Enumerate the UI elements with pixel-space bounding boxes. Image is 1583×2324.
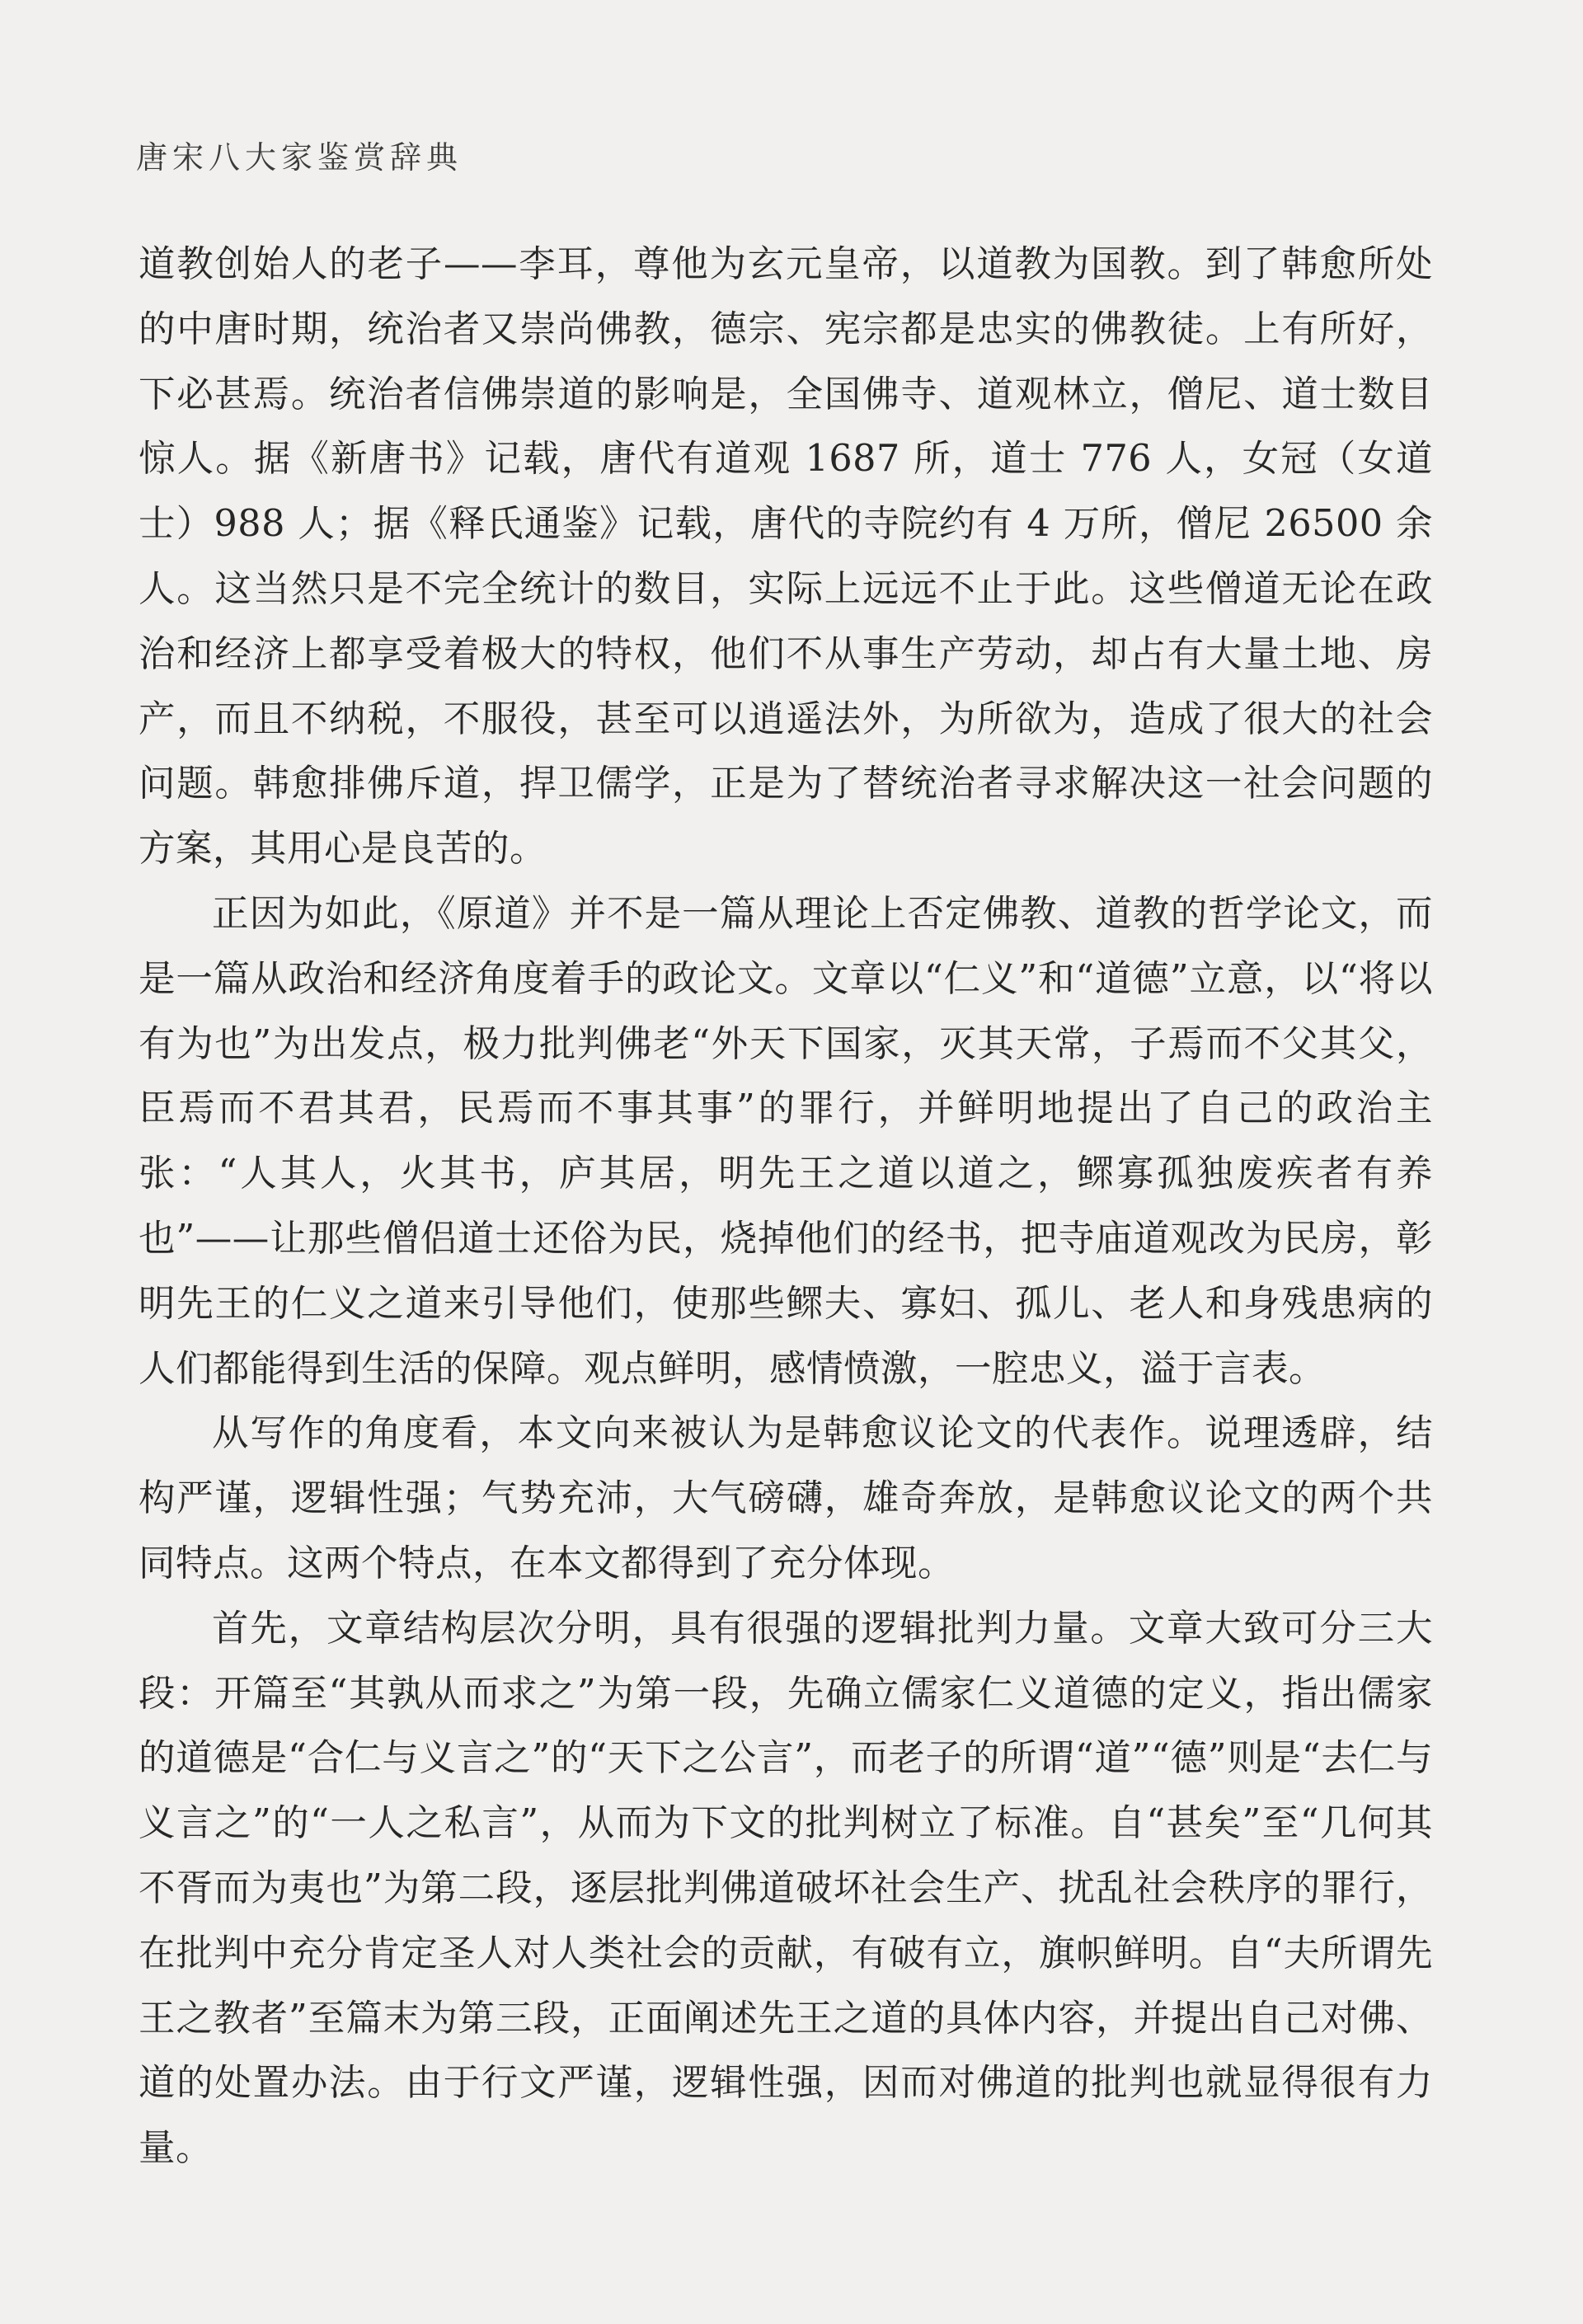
running-header: 唐宋八大家鉴赏辞典 bbox=[136, 139, 463, 176]
paragraph-continued: 道教创始人的老子——李耳，尊他为玄元皇帝，以道教为国教。到了韩愈所处的中唐时期，统治者又崇尚佛教，德宗、宪宗都是忠实的佛教徒。上有所好，下必甚焉。统治者信佛崇道的影响是，全国佛寺、道观林立，僧尼、道士数目惊人。据《新唐书》记载，唐代有道观 1687 所，道士 776 人，女冠（女道士）988 人；据《释氏通鉴》记载，唐代的寺院约有 4 万所，僧尼 26500 余人。这当然只是不完全统计的数目，实际上远远不止于此。这些僧道无论在政治和经济上都享受着极大的特权，他们不从事生产劳动，却占有大量土地、房产，而且不纳税，不服役，甚至可以逍遥法外，为所欲为，造成了很大的社会问题。韩愈排佛斥道，捍卫儒学，正是为了替统治者寻求解决这一社会问题的方案，其用心是良苦的。 bbox=[139, 243, 1433, 871]
paragraph: 正因为如此，《原道》并不是一篇从理论上否定佛教、道教的哲学论文，而是一篇从政治和经济角度着手的政论文。文章以“仁义”和“道德”立意，以“将以有为也”为出发点，极力批判佛老“外天下国家，灭其天常，子焉而不父其父，臣焉而不君其君，民焉而不事其事”的罪行，并鲜明地提出了自己的政治主张：“人其人，火其书，庐其居，明先王之道以道之，鳏寡孤独废疾者有养也”——让那些僧侣道士还俗为民，烧掉他们的经书，把寺庙道观改为民房，彰明先王的仁义之道来引导他们，使那些鳏夫、寡妇、孤儿、老人和身残患病的人们都能得到生活的保障。观点鲜明，感情愤激，一腔忠义，溢于言表。 bbox=[139, 892, 1433, 1390]
paragraph: 从写作的角度看，本文向来被认为是韩愈议论文的代表作。说理透辟，结构严谨，逻辑性强；气势充沛，大气磅礴，雄奇奔放，是韩愈议论文的两个共同特点。这两个特点，在本文都得到了充分体现。 bbox=[139, 1412, 1433, 1585]
paragraph: 首先，文章结构层次分明，具有很强的逻辑批判力量。文章大致可分三大段：开篇至“其孰从而求之”为第一段，先确立儒家仁义道德的定义，指出儒家的道德是“合仁与义言之”的“天下之公言”，而老子的所谓“道”“德”则是“去仁与义言之”的“一人之私言”，从而为下文的批判树立了标准。自“甚矣”至“几何其不胥而为夷也”为第二段，逐层批判佛道破坏社会生产、扰乱社会秩序的罪行，在批判中充分肯定圣人对人类社会的贡献，有破有立，旗帜鲜明。自“夫所谓先王之教者”至篇末为第三段，正面阐述先王之道的具体内容，并提出自己对佛、道的处置办法。由于行文严谨，逻辑性强，因而对佛道的批判也就显得很有力量。 bbox=[139, 1607, 1433, 2170]
article-body bbox=[139, 232, 1433, 2181]
